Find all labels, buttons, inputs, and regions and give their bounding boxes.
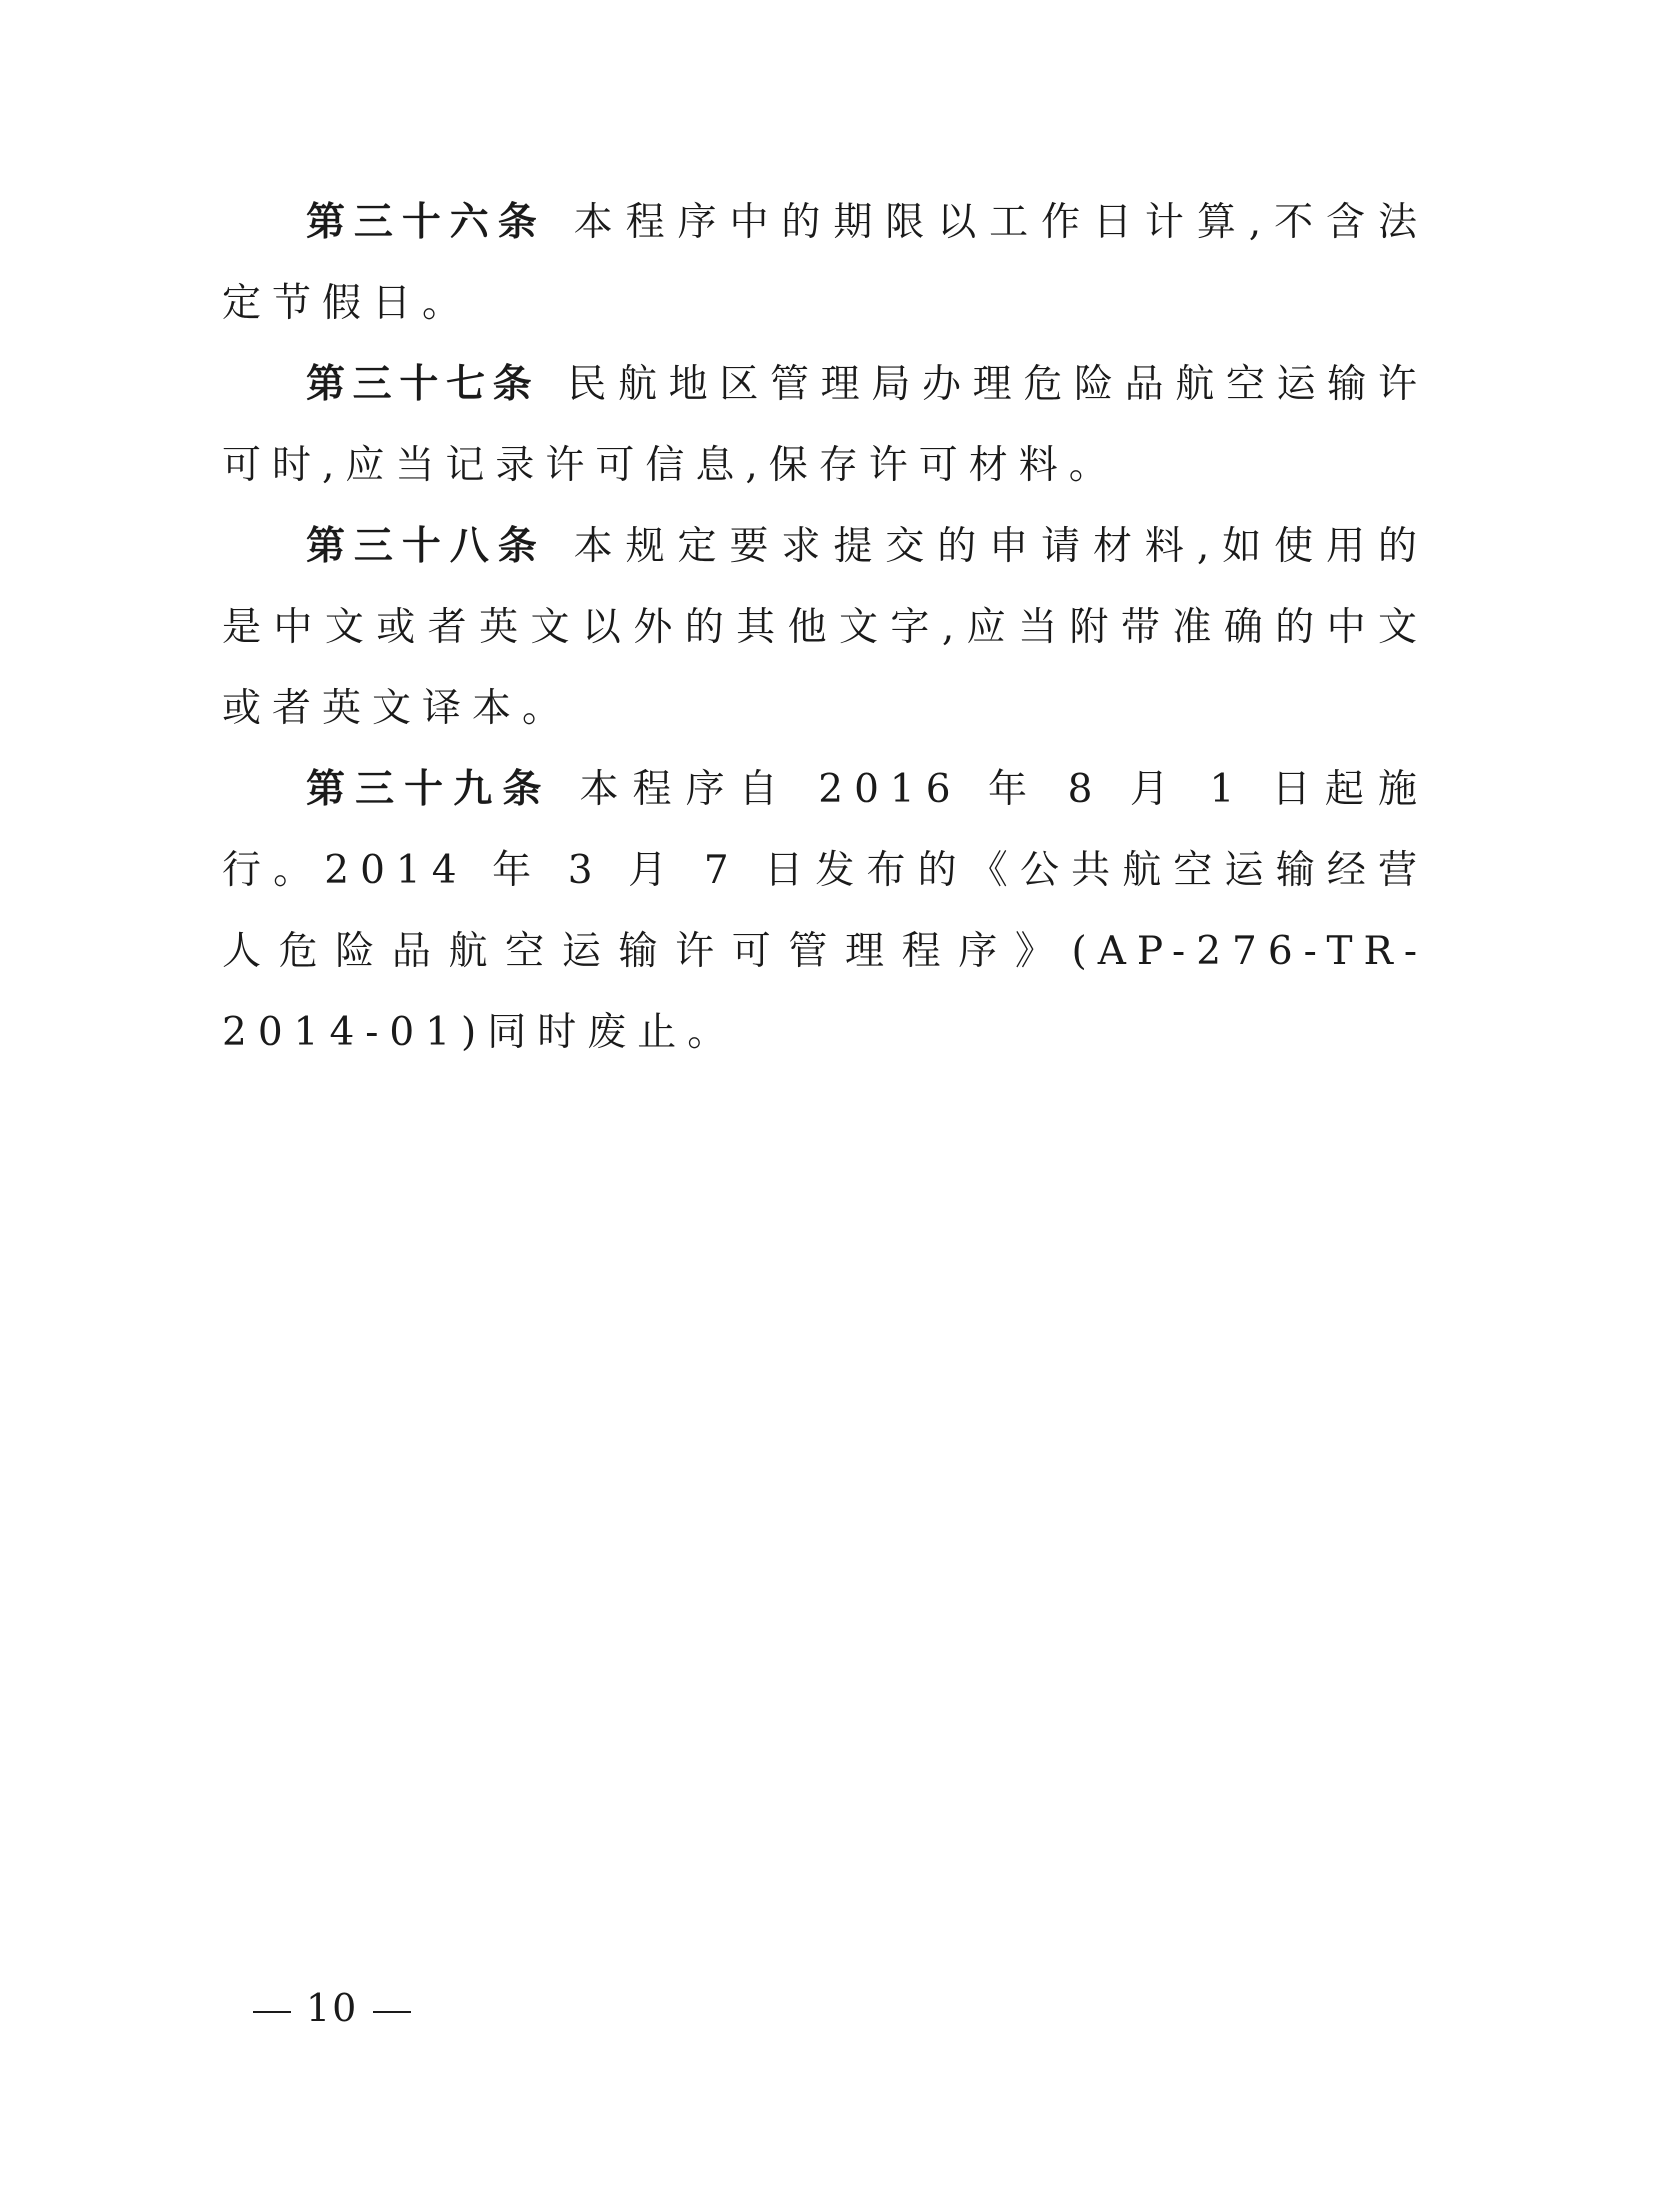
article-37 bbox=[222, 344, 1428, 506]
left-dash bbox=[253, 2011, 291, 2013]
page-footer bbox=[238, 1984, 426, 2032]
page-number: 10 bbox=[306, 1986, 359, 2030]
article-label: 第三十九条 bbox=[306, 767, 552, 812]
article-label: 第三十八条 bbox=[306, 524, 546, 569]
article-38 bbox=[222, 506, 1428, 749]
article-label: 第三十七条 bbox=[306, 362, 540, 407]
article-text: 本规定要求提交的申请材料,如使用的是中文或者英文以外的其他文字,应当附带准确的中文或者英文译本。 bbox=[222, 524, 1428, 731]
article-39 bbox=[222, 749, 1428, 1073]
article-list bbox=[222, 182, 1428, 1073]
article-text: 本程序自 2016 年 8 月 1 日起施行。2014 年 3 月 7 日发布的《公共航空运输经营人危险品航空运输许可管理程序》(AP-276-TR-2014-01)同时废止。 bbox=[222, 767, 1428, 1055]
article-text: 民航地区管理局办理危险品航空运输许可时,应当记录许可信息,保存许可材料。 bbox=[222, 362, 1428, 488]
article-36 bbox=[222, 182, 1428, 344]
article-label: 第三十六条 bbox=[306, 200, 546, 245]
article-text: 本程序中的期限以工作日计算,不含法定节假日。 bbox=[222, 200, 1428, 326]
right-dash bbox=[373, 2011, 411, 2013]
